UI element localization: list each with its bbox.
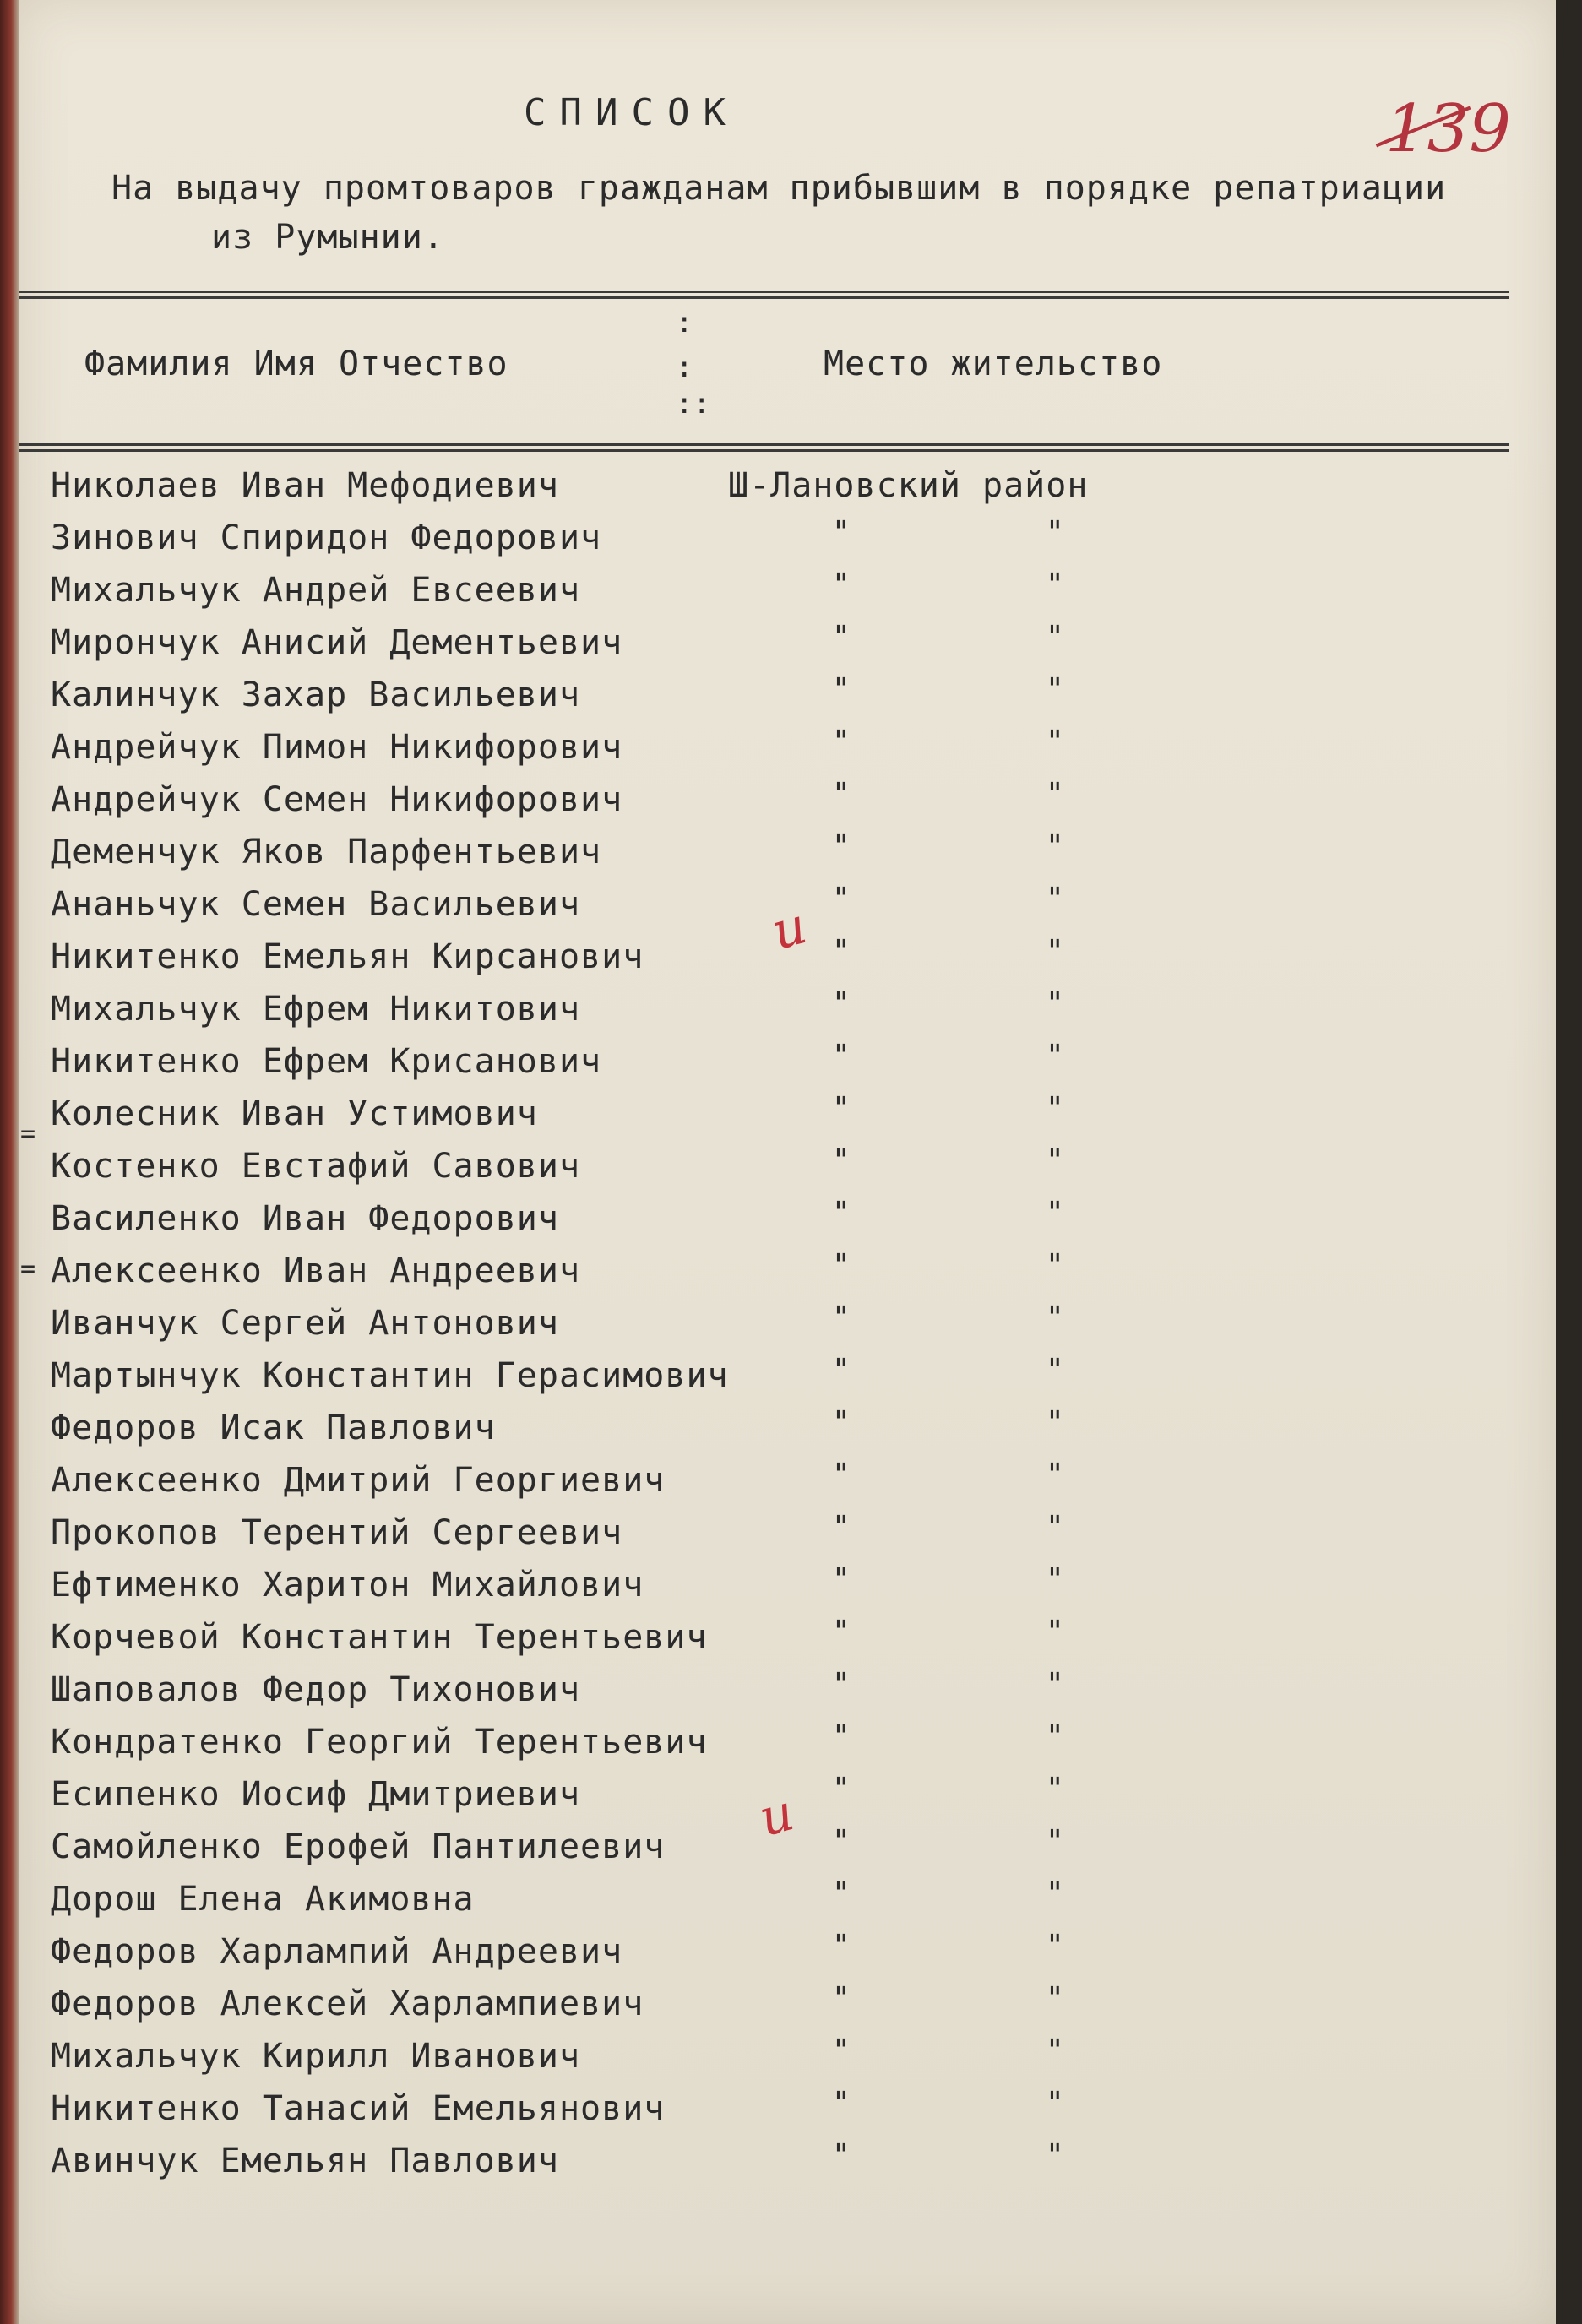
ditto-mark: ": [1046, 934, 1065, 969]
list-item: [0, 777, 1520, 833]
ditto-mark: ": [1046, 620, 1065, 654]
person-name: Никитенко Танасий Емельянович: [51, 2089, 666, 2128]
person-name: Самойленко Ерофей Пантилеевич: [51, 1827, 666, 1866]
ditto-mark: ": [1046, 1300, 1065, 1335]
ditto-mark: ": [832, 1458, 851, 1492]
red-check-mark: и: [753, 1783, 801, 1849]
list-item: [0, 1039, 1520, 1094]
list-item: [0, 1248, 1520, 1304]
person-name: Никитенко Емельян Кирсанович: [51, 937, 644, 976]
ditto-mark: ": [1046, 672, 1065, 707]
person-name: Михальчук Андрей Евсеевич: [51, 571, 581, 610]
ditto-mark: ": [832, 1719, 851, 1754]
ditto-mark: ": [1046, 777, 1065, 812]
person-name: Андрейчук Семен Никифорович: [51, 780, 623, 819]
ditto-mark: ": [1046, 882, 1065, 916]
ditto-mark: ": [832, 1510, 851, 1545]
column-separator: ::: [676, 387, 710, 421]
person-name: Зинович Спиридон Федорович: [51, 519, 602, 557]
list-item: [0, 1510, 1520, 1566]
ditto-mark: ": [1046, 1196, 1065, 1230]
person-name: Мартынчук Константин Герасимович: [51, 1356, 729, 1395]
column-separator: :: [676, 350, 693, 384]
name-list: [0, 466, 1520, 2194]
ditto-mark: ": [832, 1824, 851, 1859]
list-item: [0, 2086, 1520, 2142]
ditto-mark: ": [832, 1562, 851, 1597]
person-name: Николаев Иван Мефодиевич: [51, 466, 559, 505]
list-item: [0, 829, 1520, 885]
list-item: [0, 1353, 1520, 1409]
person-name: Колесник Иван Устимович: [51, 1094, 538, 1133]
ditto-mark: ": [1046, 515, 1065, 550]
ditto-mark: ": [832, 1039, 851, 1073]
list-item: [0, 1143, 1520, 1199]
ditto-mark: ": [832, 620, 851, 654]
person-name: Деменчук Яков Парфентьевич: [51, 833, 602, 872]
ditto-mark: ": [1046, 2086, 1065, 2120]
column-separator: :: [676, 306, 693, 339]
header-rule-bottom: [19, 443, 1509, 452]
person-name: Михальчук Кирилл Иванович: [51, 2037, 581, 2076]
list-item: [0, 2138, 1520, 2194]
ditto-mark: ": [832, 1143, 851, 1178]
ditto-mark: ": [1046, 2138, 1065, 2173]
ditto-mark: ": [1046, 1353, 1065, 1387]
list-item: [0, 1719, 1520, 1775]
list-item: [0, 1091, 1520, 1147]
person-name: Костенко Евстафий Савович: [51, 1147, 581, 1186]
list-item: [0, 2033, 1520, 2089]
ditto-mark: ": [1046, 1719, 1065, 1754]
document-subtitle-line1: На выдачу промтоваров гражданам прибывшим в порядке репатриации: [111, 169, 1447, 208]
list-item: [0, 1981, 1520, 2037]
list-item: [0, 725, 1520, 780]
red-check-mark: и: [765, 896, 813, 962]
ditto-mark: ": [832, 882, 851, 916]
ditto-mark: ": [1046, 1458, 1065, 1492]
ditto-mark: ": [832, 777, 851, 812]
ditto-mark: ": [1046, 829, 1065, 864]
ditto-mark: ": [832, 1929, 851, 1963]
person-name: Ананьчук Семен Васильевич: [51, 885, 581, 924]
ditto-mark: ": [832, 515, 851, 550]
person-name: Прокопов Терентий Сергеевич: [51, 1513, 623, 1552]
list-item: [0, 1876, 1520, 1932]
person-name: Мирончук Анисий Дементьевич: [51, 623, 623, 662]
ditto-mark: ": [832, 986, 851, 1021]
person-name: Корчевой Константин Терентьевич: [51, 1618, 708, 1657]
person-name: Федоров Алексей Харлампиевич: [51, 1985, 644, 2023]
ditto-mark: ": [1046, 1039, 1065, 1073]
person-name: Иванчук Сергей Антонович: [51, 1304, 559, 1343]
ditto-mark: ": [832, 2138, 851, 2173]
ditto-mark: ": [832, 567, 851, 602]
person-name: Есипенко Иосиф Дмитриевич: [51, 1775, 581, 1814]
ditto-mark: ": [1046, 2033, 1065, 2068]
ditto-mark: ": [1046, 986, 1065, 1021]
person-name: Кондратенко Георгий Терентьевич: [51, 1723, 708, 1762]
list-item: [0, 882, 1520, 937]
ditto-mark: ": [832, 1405, 851, 1440]
ditto-mark: ": [1046, 1091, 1065, 1126]
list-item: [0, 515, 1520, 571]
person-name: Андрейчук Пимон Никифорович: [51, 728, 623, 767]
person-name: Дорош Елена Акимовна: [51, 1880, 475, 1919]
ditto-mark: ": [832, 829, 851, 864]
person-name: Алексеенко Иван Андреевич: [51, 1252, 581, 1290]
ditto-mark: ": [832, 1300, 851, 1335]
ditto-mark: ": [832, 1196, 851, 1230]
person-name: Федоров Исак Павлович: [51, 1409, 496, 1447]
list-item: [0, 1405, 1520, 1461]
ditto-mark: ": [832, 1667, 851, 1702]
edge-mark: =: [20, 1254, 36, 1284]
ditto-mark: ": [832, 1091, 851, 1126]
list-item: [0, 567, 1520, 623]
person-name: Шаповалов Федор Тихонович: [51, 1670, 581, 1709]
header-rule-top: [19, 290, 1509, 299]
document-subtitle-line2: из Румынии.: [211, 218, 444, 257]
ditto-mark: ": [1046, 1981, 1065, 2016]
list-item: [0, 1615, 1520, 1670]
list-item: [0, 1929, 1520, 1985]
ditto-mark: ": [1046, 1667, 1065, 1702]
residence-place: Ш-Лановский район: [728, 466, 1089, 505]
list-item: [0, 1196, 1520, 1252]
person-name: Василенко Иван Федорович: [51, 1199, 559, 1238]
ditto-mark: ": [1046, 1615, 1065, 1649]
list-item: [0, 620, 1520, 676]
person-name: Ефтименко Харитон Михайлович: [51, 1566, 644, 1605]
ditto-mark: ": [832, 2086, 851, 2120]
ditto-mark: ": [832, 672, 851, 707]
ditto-mark: ": [832, 1772, 851, 1806]
person-name: Калинчук Захар Васильевич: [51, 676, 581, 714]
ditto-mark: ": [832, 1876, 851, 1911]
ditto-mark: ": [1046, 567, 1065, 602]
list-item: [0, 1300, 1520, 1356]
list-item: [0, 466, 1520, 519]
ditto-mark: ": [1046, 1929, 1065, 1963]
list-item: [0, 1562, 1520, 1618]
edge-mark: =: [20, 1119, 36, 1148]
person-name: Алексеенко Дмитрий Георгиевич: [51, 1461, 666, 1500]
ditto-mark: ": [1046, 1510, 1065, 1545]
ditto-mark: ": [832, 1615, 851, 1649]
person-name: Никитенко Ефрем Крисанович: [51, 1042, 602, 1081]
list-item: [0, 986, 1520, 1042]
ditto-mark: ": [832, 1981, 851, 2016]
ditto-mark: ": [1046, 725, 1065, 759]
ditto-mark: ": [832, 2033, 851, 2068]
place-column-header: Место жительство: [824, 345, 1163, 383]
list-item: [0, 1824, 1520, 1880]
ditto-mark: ": [832, 725, 851, 759]
ditto-mark: ": [1046, 1876, 1065, 1911]
list-item: [0, 1458, 1520, 1513]
list-item: [0, 934, 1520, 990]
document-title: СПИСОК: [524, 91, 739, 134]
person-name: Михальчук Ефрем Никитович: [51, 990, 581, 1029]
ditto-mark: ": [832, 1353, 851, 1387]
name-column-header: Фамилия Имя Отчество: [84, 345, 508, 383]
person-name: Федоров Харлампий Андреевич: [51, 1932, 623, 1971]
ditto-mark: ": [1046, 1248, 1065, 1283]
ditto-mark: ": [1046, 1405, 1065, 1440]
ditto-mark: ": [1046, 1772, 1065, 1806]
list-item: [0, 1667, 1520, 1723]
list-item: [0, 672, 1520, 728]
ditto-mark: ": [1046, 1824, 1065, 1859]
ditto-mark: ": [832, 1248, 851, 1283]
ditto-mark: ": [832, 934, 851, 969]
person-name: Авинчук Емельян Павлович: [51, 2142, 559, 2180]
ditto-mark: ": [1046, 1143, 1065, 1178]
ditto-mark: ": [1046, 1562, 1065, 1597]
folio-number: 139: [1385, 91, 1511, 167]
